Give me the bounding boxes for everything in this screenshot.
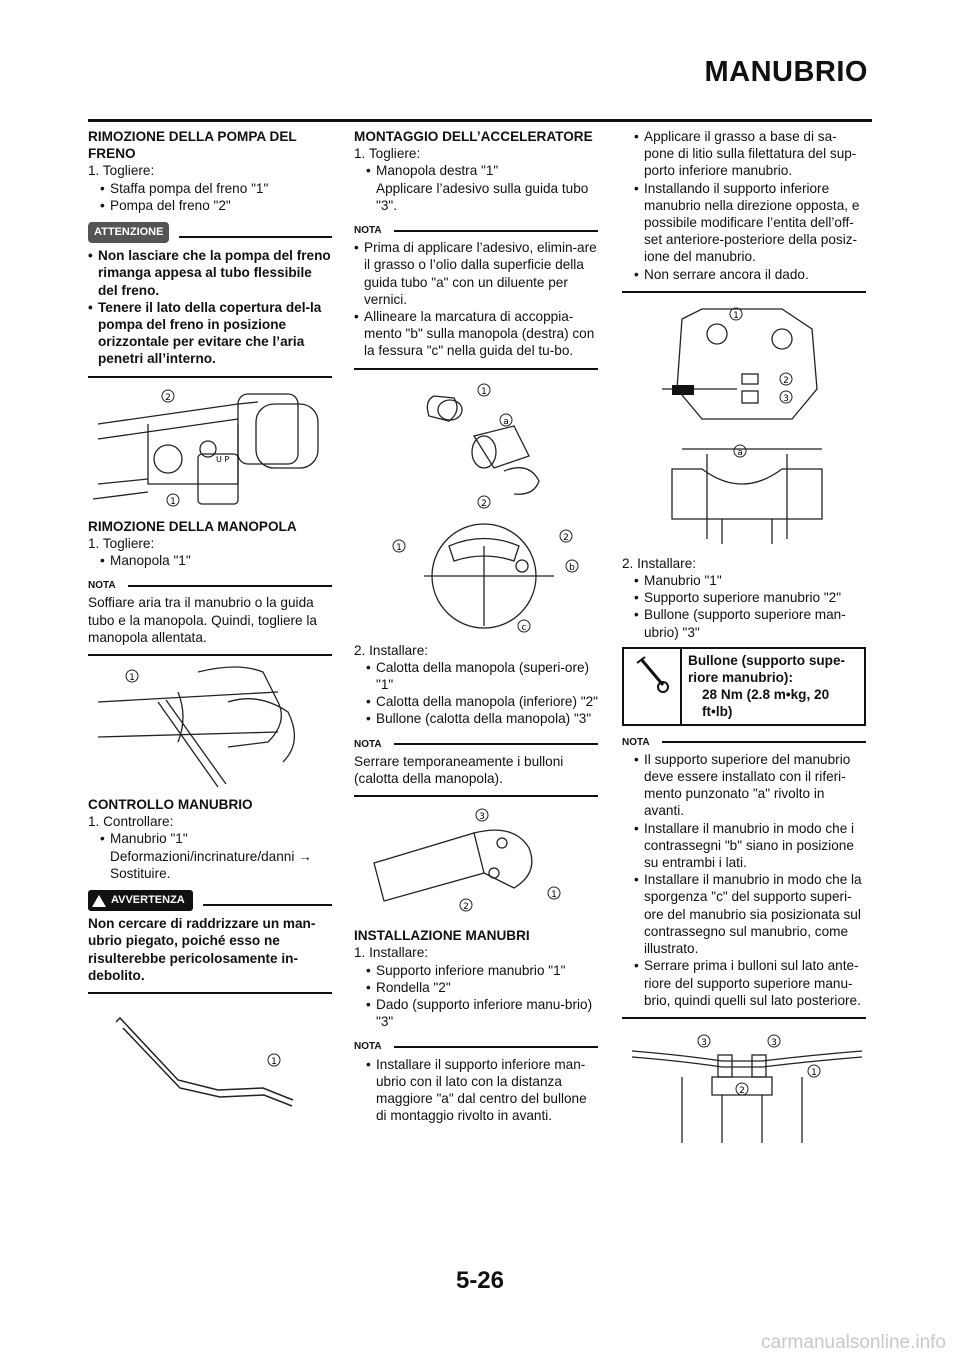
note-label: NOTA <box>354 738 382 750</box>
list-item: • Supporto inferiore manubrio "1" <box>354 962 598 979</box>
note-label: NOTA <box>622 736 650 748</box>
list-subtext: Applicare l’adesivo sulla guida tubo "3". <box>376 180 589 213</box>
note-label: NOTA <box>354 1041 382 1053</box>
note-label: NOTA <box>88 580 116 592</box>
callout-label: 2 <box>165 392 171 403</box>
step: 1. Togliere: <box>354 146 421 162</box>
list-item: • Applicare il grasso a base di sa-pone di litio sulla filettatura del sup-porto inferiore manubrio. <box>622 128 866 180</box>
divider <box>354 795 598 797</box>
list-subtext: Deformazioni/incrinature/danni → Sostituire. <box>110 848 312 881</box>
note-heading <box>354 736 598 753</box>
note-item: • Allineare la marcatura di accoppia-mento "b" sulla manopola (destra) con la fessura "c" nella guida del tu-bo. <box>354 308 598 360</box>
section-heading: INSTALLAZIONE MANUBRI <box>354 928 530 944</box>
callout-label: c <box>521 622 527 633</box>
list-item: • Manubrio "1" <box>622 572 866 589</box>
note-item: • Prima di applicare l’adesivo, elimin-are il grasso o l’olio dalla superficie della guida tubo "a" con un diluente per vernici. <box>354 239 598 308</box>
note-heading <box>622 734 866 751</box>
callout-label: a <box>503 416 509 427</box>
note-heading <box>354 222 598 239</box>
watermark: carmanualsonline.info <box>761 1332 946 1353</box>
callout-label: 2 <box>783 375 789 386</box>
note-heading <box>88 577 332 594</box>
divider <box>203 904 332 906</box>
list-item: • Rondella "2" <box>354 979 598 996</box>
spec-title: Bullone (supporto supe-riore manubrio): <box>688 652 846 686</box>
callout-label: 1 <box>551 890 557 901</box>
note-item: • Il supporto superiore del manubrio deve essere installato con il riferi-mento punzonato "a" rivolto in avanti. <box>622 751 866 820</box>
callout-label: 2 <box>463 902 469 913</box>
callout-label: b <box>569 562 575 573</box>
callout-label: 3 <box>479 812 485 823</box>
spec-value: 28 Nm (2.8 m•kg, 20 ft•lb) <box>702 687 830 720</box>
attention-badge: ATTENZIONE <box>88 222 169 243</box>
callout-label: 1 <box>396 542 402 553</box>
note-heading <box>354 1038 598 1055</box>
step: 2. Installare: <box>622 555 697 571</box>
warning-label: AVVERTENZA <box>111 894 185 907</box>
warning-text: Non cercare di raddrizzare un man-ubrio piegato, poiché esso ne risulterebbe pericolosamente in-debolito. <box>88 916 316 983</box>
list-item: • Installando il supporto inferiore manubrio nella direzione opposta, e possibile modificare l’entita dell’off-set anteriore-posteriore della posiz-ione del manubrio. <box>622 180 866 266</box>
divider <box>88 376 332 378</box>
grip-removal-figure <box>88 662 332 790</box>
up-mark: U P <box>216 454 230 464</box>
callout-label: 1 <box>733 310 739 321</box>
step: 1. Controllare: <box>88 814 174 830</box>
note-text: Soffiare aria tra il manubrio o la guida tubo e la manopola. Quindi, togliere la manopola allentata. <box>88 595 317 645</box>
list-item: • Manopola "1" <box>88 552 332 569</box>
torque-spec-box <box>622 647 866 726</box>
callout-label: 1 <box>811 1067 817 1078</box>
note-label: NOTA <box>354 225 382 237</box>
callout-label: 1 <box>271 1057 277 1068</box>
callout-label: a <box>737 447 743 458</box>
list-item: • Bullone (calotta della manopola) "3" <box>354 710 598 727</box>
callout-label: 3 <box>701 1037 707 1048</box>
step: 1. Togliere: <box>88 163 155 179</box>
callout-label: 2 <box>739 1085 745 1096</box>
column-2 <box>354 128 598 1125</box>
page-title: MANUBRIO <box>704 56 868 88</box>
list-item: • Calotta della manopola (inferiore) "2" <box>354 693 598 710</box>
note-item: • Serrare prima i bulloni sul lato ante-riore del supporto superiore manu-brio, quindi quelli sul lato posteriore. <box>622 957 866 1009</box>
brake-pump-figure <box>88 384 332 512</box>
note-item: • Installare il manubrio in modo che i contrassegni "b" siano in posizione su entrambi i lati. <box>622 820 866 872</box>
list-item: • Supporto superiore manubrio "2" <box>622 589 866 606</box>
callout-label: 3 <box>771 1037 777 1048</box>
column-1 <box>88 128 332 1116</box>
lower-holder-figure <box>622 299 866 549</box>
warning-icon <box>92 895 106 907</box>
callout-label: 1 <box>129 673 135 684</box>
note-item: • Installare il supporto inferiore man-ubrio con il lato con la distanza maggiore "a" dal centro del bullone di montaggio rivolto in avanti. <box>354 1056 598 1125</box>
list-item: • Tenere il lato della copertura del-la pompa del freno in posizione orizzontale per evitare che l’aria penetri all’interno. <box>88 299 332 368</box>
divider <box>622 1017 866 1019</box>
step: 1. Togliere: <box>88 535 155 551</box>
list-item: • Calotta della manopola (superi-ore) "1" <box>354 659 598 693</box>
throttle-guide-figure <box>354 516 598 636</box>
divider <box>622 291 866 293</box>
warning-badge <box>88 890 193 911</box>
list-item: • Manopola destra "1" <box>354 162 598 179</box>
column-3 <box>622 128 866 1151</box>
callout-label: 2 <box>481 498 487 509</box>
section-heading: MONTAGGIO DELL’ACCELERATORE <box>354 129 593 144</box>
divider <box>88 654 332 656</box>
list-item: • Non serrare ancora il dado. <box>622 266 866 283</box>
callout-label: 2 <box>563 532 569 543</box>
divider <box>354 368 598 370</box>
step: 2. Installare: <box>354 642 429 658</box>
right-grip-figure <box>354 376 598 510</box>
list-item: • Pompa del freno "2" <box>88 197 332 214</box>
divider <box>179 236 332 238</box>
upper-holder-figure <box>622 1025 866 1145</box>
header-rule <box>88 119 872 122</box>
section-heading: RIMOZIONE DELLA MANOPOLA <box>88 518 297 534</box>
grip-cap-figure <box>354 803 598 921</box>
handlebar-figure <box>88 1000 332 1110</box>
section-heading: RIMOZIONE DELLA POMPA DEL FRENO <box>88 129 297 162</box>
list-item: • Staffa pompa del freno "1" <box>88 180 332 197</box>
divider <box>88 992 332 994</box>
note-text: Serrare temporaneamente i bulloni (calotta della manopola). <box>354 753 564 787</box>
section-heading: CONTROLLO MANUBRIO <box>88 797 253 813</box>
list-item: • Manubrio "1" <box>88 830 332 847</box>
callout-label: 3 <box>783 393 789 404</box>
torque-wrench-icon <box>624 649 682 724</box>
page-number: 5-26 <box>455 1267 505 1294</box>
step: 1. Installare: <box>354 945 429 961</box>
callout-label: 1 <box>170 496 176 507</box>
list-item: • Bullone (supporto superiore man-ubrio) "3" <box>622 606 866 640</box>
list-item: • Dado (supporto inferiore manu-brio) "3" <box>354 996 598 1030</box>
note-item: • Installare il manubrio in modo che la sporgenza "c" del supporto superi-ore del manubrio sia posizionata sul contrassegno sul manubrio, come illustrato. <box>622 871 866 957</box>
callout-label: 1 <box>481 386 487 397</box>
list-item: • Non lasciare che la pompa del freno rimanga appesa al tubo flessibile del freno. <box>88 247 332 299</box>
